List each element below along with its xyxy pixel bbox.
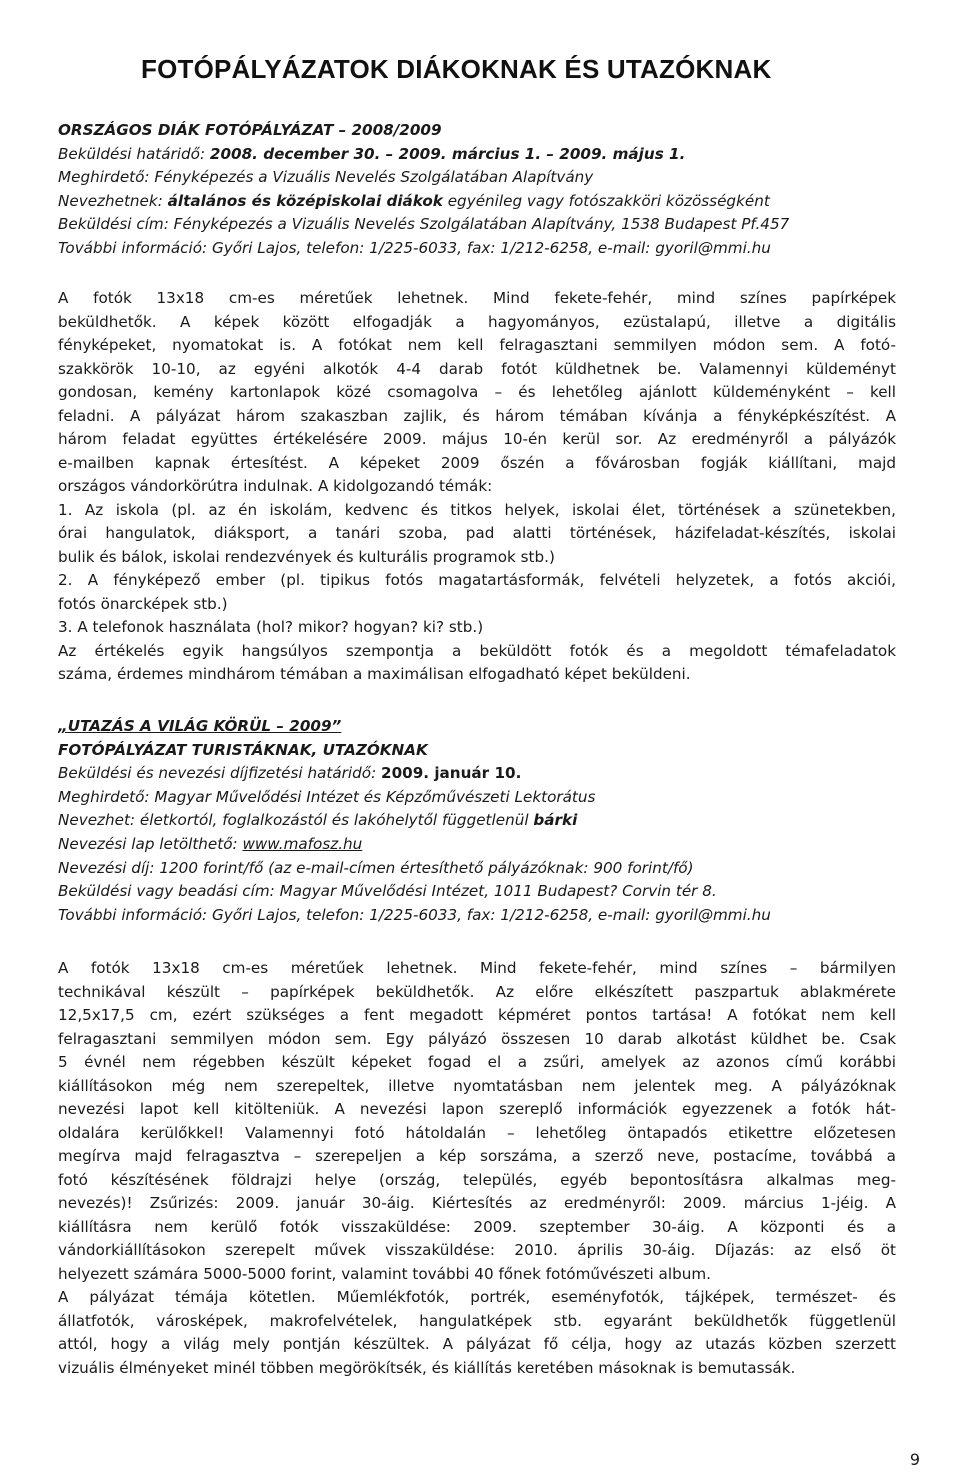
section2-heading-2: FOTÓPÁLYÁZAT TURISTÁKNAK, UTAZÓKNAK [58, 740, 428, 759]
body-line: A pályázat témája kötetlen. Műemlékfotók, portrék, eseményfotók, tájképek, természet- és [58, 1288, 896, 1306]
body-line: megírva majd felragasztva – szerepeljen a kép sorszáma, a szerző neve, postacíme, továbbá a [58, 1147, 896, 1165]
deadline-label: Beküldési határidő: [58, 144, 210, 163]
body-line: fotó készítésének földrajzi helye (ország, település, egyéb bepontosításra alkalmas meg- [58, 1170, 896, 1189]
section2-address: Beküldési vagy beadási cím: Magyar Művelődési Intézet, 1011 Budapest? Corvin tér 8. [58, 882, 717, 901]
section1-address: Beküldési cím: Fényképezés a Vizuális Nevelés Szolgálatában Alapítvány, 1538 Budapest Pf.457 [58, 215, 790, 234]
body-line: bulik és bálok, iskolai rendezvények és kulturális programok stb.) [58, 547, 555, 566]
section2-entrants [58, 809, 896, 833]
entrants-prefix: Nevezhetnek: [58, 191, 168, 210]
section2-heading-1-text: „UTAZÁS A VILÁG KÖRÜL – 2009” [58, 717, 342, 735]
body-line: fotós önarcképek stb.) [58, 594, 228, 613]
body-line: oldalára kerülőkkel! Valamennyi fotó hátoldalán – lehetőleg öntapadós etikettre előzetesen [58, 1123, 896, 1142]
deadline-value: 2009. január 10. [381, 764, 522, 783]
form-prefix: Nevezési lap letölthető: [58, 834, 243, 853]
section1-heading: ORSZÁGOS DIÁK FOTÓPÁLYÁZAT – 2008/2009 [58, 121, 442, 139]
body-line: 5 évnél nem régebben készült képeket fogad el a zsűri, amelyek az azonos című korábbi [58, 1053, 896, 1071]
body-line: kiállításra nem kerülő fotók visszaküldése: 2009. szeptember 30-áig. A központi és a [58, 1217, 896, 1236]
section1-organizer: Meghirdető: Fényképezés a Vizuális Nevelés Szolgálatában Alapítvány [58, 168, 594, 187]
body-line: országos vándorkörútra indulnak. A kidolgozandó témák: [58, 477, 493, 495]
body-line: 3. A telefonok használata (hol? mikor? hogyan? ki? stb.) [58, 618, 484, 636]
body-line: attól, hogy a világ mely pontján készültek. A pályázat fő célja, hogy az utazás közben szerzett [58, 1335, 896, 1353]
body-line: állatfotók, városképek, makrofelvételek, hangulatképek stb. egyaránt beküldhetők függetlenül [58, 1311, 896, 1330]
section2-body [58, 957, 896, 1380]
body-line: órai hangulatok, diáksport, a tanári szoba, pad alatti történések, házifeladat-készítés, iskolai [58, 524, 896, 542]
section2-deadline [58, 762, 896, 786]
form-link[interactable]: www.mafosz.hu [242, 834, 363, 853]
deadline-label: Beküldési és nevezési díjfizetési határidő: [58, 764, 382, 783]
body-line: e-mailben kapnak értesítést. A képeket 2009 őszén a fővárosban fogják kiállítani, majd [58, 453, 896, 472]
body-line: Az értékelés egyik hangsúlyos szempontja a beküldött fotók és a megoldott témafeladatok [58, 641, 896, 660]
section2-header [58, 715, 896, 927]
body-line: 1. Az iskola (pl. az én iskolám, kedvenc és titkos helyek, iskolai élet, történések a szünetekben, [58, 500, 896, 519]
body-line: nevezési lapot kell kitölteniük. A nevezési lapon szereplő információk egyezzenek a fotók hát- [58, 1100, 896, 1118]
body-line: 12,5x17,5 cm, ezért szükséges a fent megadott képméret pontos tartása! A fotókat nem kell [58, 1006, 896, 1024]
section1-body [58, 287, 896, 687]
entrants-suffix: egyénileg vagy fotószakköri közösségként [442, 191, 770, 210]
section1-entrants [58, 190, 896, 214]
body-line: felragasztani semmilyen módon sem. Egy pályázó összesen 10 darab alkotást küldhet be. Csak [58, 1029, 896, 1048]
entrants-prefix: Nevezhet: életkortól, foglalkozástól és lakóhelytől függetlenül [58, 811, 534, 830]
section2-fee: Nevezési díj: 1200 forint/fő (az e-mail-címen értesíthető pályázóknak: 900 forint/fő) [58, 858, 694, 877]
body-line: vándorkiállításokon szerepelt művek visszaküldése: 2010. április 30-áig. Díjazás: az első öt [58, 1241, 896, 1259]
body-line: fényképeket, nyomatokat is. A fotókat nem kell felragasztani semmilyen módon sem. A fotó- [58, 336, 896, 354]
body-line: A fotók 13x18 cm-es méretűek lehetnek. Mind fekete-fehér, mind színes – bármilyen [58, 959, 896, 977]
section1-info: További információ: Győri Lajos, telefon: 1/225-6033, fax: 1/212-6258, e-mail: gyoril@mmi.hu [58, 238, 771, 257]
body-line: feladni. A pályázat három szakaszban zajlik, és három témában kívánja a fényképkészítést. A [58, 406, 896, 425]
body-line: vizuális élményeket minél többen megörökítsék, és kiállítás keretében másoknak is bemutassák. [58, 1358, 796, 1377]
entrants-bold: bárki [533, 811, 578, 830]
body-line: három feladat együttes értékelésére 2009. május 10-én kerül sor. Az eredményről a pályázók [58, 430, 896, 448]
body-line: A fotók 13x18 cm-es méretűek lehetnek. Mind fekete-fehér, mind színes papírképek [58, 289, 896, 307]
body-line: beküldhetők. A képek között elfogadják a hagyományos, ezüstalapú, illetve a digitális [58, 312, 896, 331]
section2-organizer: Meghirdető: Magyar Művelődési Intézet és Képzőművészeti Lektorátus [58, 787, 596, 806]
body-line: nevezés)! Zsűrizés: 2009. január 30-áig. Kiértesítés az eredményről: 2009. március 1-jéig. A [58, 1194, 896, 1212]
section2-heading-1 [58, 715, 896, 739]
body-line: helyezett számára 5000-5000 forint, valamint további 40 főnek fotóművészeti album. [58, 1264, 711, 1283]
body-line: gondosan, kemény kartonlapok közé csomagolva – és lehetőleg ajánlott küldeményként – kell [58, 383, 896, 401]
deadline-value: 2008. december 30. – 2009. március 1. – 2009. május 1. [209, 144, 686, 163]
page-number: 9 [909, 1450, 920, 1469]
section2-form [58, 833, 896, 857]
body-line: kiállításokon még nem szerepeltek, illetve nyomtatásban nem jelentek meg. A pályázóknak [58, 1076, 896, 1095]
entrants-bold: általános és középiskolai diákok [167, 191, 443, 210]
body-line: száma, érdemes mindhárom témában a maximálisan elfogadható képet beküldeni. [58, 665, 691, 683]
section2-info: További információ: Győri Lajos, telefon: 1/225-6033, fax: 1/212-6258, e-mail: gyoril@mmi.hu [58, 905, 771, 924]
page-title: FOTÓPÁLYÁZATOK DIÁKOKNAK ÉS UTAZÓKNAK [141, 54, 772, 84]
section1-header [58, 119, 896, 261]
body-line: technikával készült – papírképek beküldhetők. Az előre elkészített paszpartuk ablakmérete [58, 982, 896, 1001]
body-line: szakkörök 10-10, az egyéni alkotók 4-4 darab fotót küldhetnek be. Valamennyi küldeményt [58, 359, 896, 378]
section1-deadline [58, 143, 896, 167]
body-line: 2. A fényképező ember (pl. tipikus fotós magatartásformák, felvételi helyzetek, a fotós akciói, [58, 571, 896, 589]
